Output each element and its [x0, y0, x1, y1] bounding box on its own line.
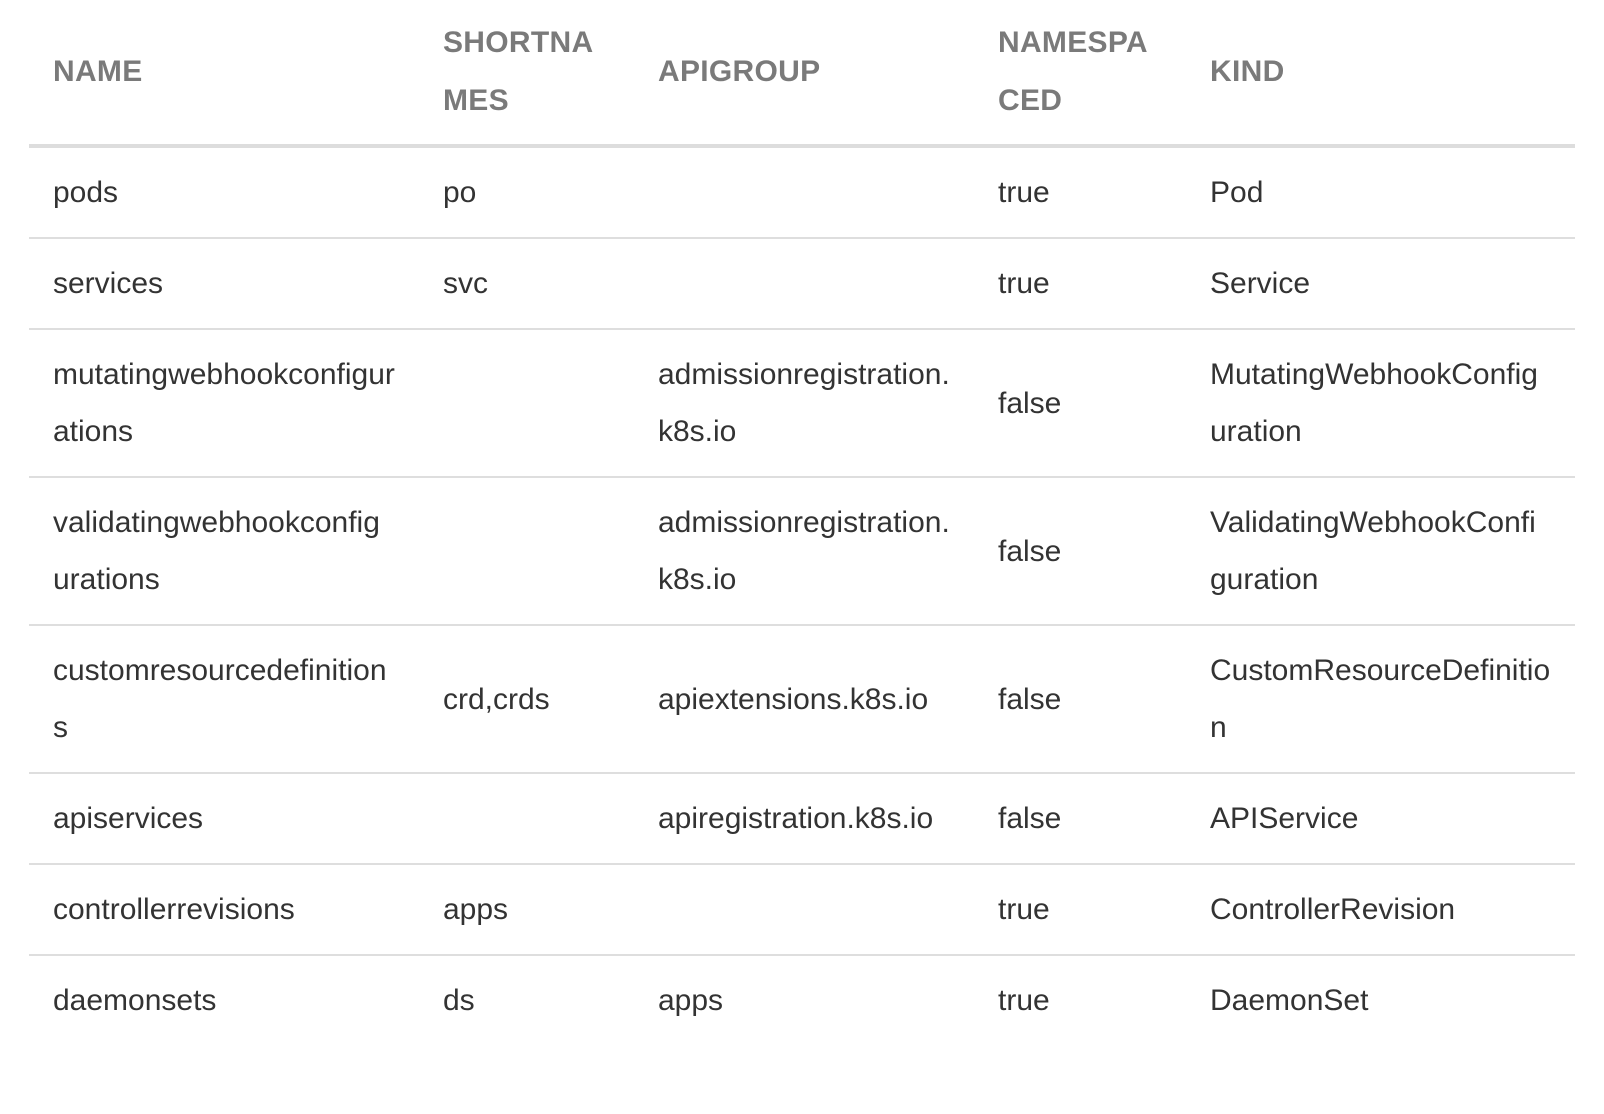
cell-name: customresourcedefinitions — [29, 625, 419, 773]
cell-shortnames: ds — [443, 984, 475, 1017]
cell-apigroup — [634, 864, 974, 955]
cell-apigroup: apiregistration.k8s.io — [634, 773, 974, 864]
cell-name: daemonsets — [53, 984, 217, 1017]
table-row — [29, 955, 1575, 1045]
cell-name: apiservices — [29, 773, 419, 864]
column-header-apigroup: APIGROUP — [634, 0, 974, 146]
column-header-kind: KIND — [1186, 0, 1575, 146]
cell-shortnames — [419, 477, 634, 625]
table-row — [29, 146, 1575, 238]
cell-shortnames: crd,crds — [419, 625, 634, 773]
column-header-shortnames: SHORTNAMES — [419, 0, 634, 146]
cell-apigroup: admissionregistration.k8s.io — [634, 477, 974, 625]
cell-apigroup: apps — [658, 984, 724, 1017]
cell-name: controllerrevisions — [29, 864, 419, 955]
table-header — [29, 0, 1575, 146]
cell-shortnames — [419, 329, 634, 477]
table-row — [29, 238, 1575, 329]
cell-name: mutatingwebhookconfigurations — [29, 329, 419, 477]
cell-kind: DaemonSet — [1210, 984, 1369, 1017]
cell-kind: APIService — [1186, 773, 1575, 864]
cell-namespaced: false — [974, 329, 1186, 477]
cell-name: pods — [29, 146, 419, 238]
cell-namespaced: false — [974, 773, 1186, 864]
cell-apigroup — [634, 146, 974, 238]
cell-namespaced: true — [974, 146, 1186, 238]
table-row — [29, 864, 1575, 955]
cell-apigroup: apiextensions.k8s.io — [634, 625, 974, 773]
cell-kind: CustomResourceDefinition — [1186, 625, 1575, 773]
cell-kind: ValidatingWebhookConfiguration — [1186, 477, 1575, 625]
cell-shortnames — [419, 773, 634, 864]
cell-shortnames: apps — [419, 864, 634, 955]
api-resources-table — [29, 0, 1575, 1045]
cell-shortnames: svc — [419, 238, 634, 329]
cell-namespaced: false — [974, 477, 1186, 625]
column-header-namespaced: NAMESPACED — [974, 0, 1186, 146]
cell-kind: ControllerRevision — [1186, 864, 1575, 955]
table-row — [29, 625, 1575, 773]
table-body — [29, 146, 1575, 1045]
cell-namespaced: true — [974, 864, 1186, 955]
cell-namespaced: true — [998, 984, 1050, 1017]
cell-namespaced: true — [974, 238, 1186, 329]
table-row — [29, 329, 1575, 477]
cell-name: validatingwebhookconfigurations — [29, 477, 419, 625]
column-header-name: NAME — [29, 0, 419, 146]
table-row — [29, 773, 1575, 864]
cell-kind: Service — [1186, 238, 1575, 329]
cell-apigroup — [634, 238, 974, 329]
header-row — [29, 0, 1575, 146]
cell-shortnames: po — [419, 146, 634, 238]
cell-kind: Pod — [1186, 146, 1575, 238]
cell-kind: MutatingWebhookConfiguration — [1186, 329, 1575, 477]
cell-name: services — [29, 238, 419, 329]
table-row — [29, 477, 1575, 625]
cell-namespaced: false — [974, 625, 1186, 773]
cell-apigroup: admissionregistration.k8s.io — [634, 329, 974, 477]
